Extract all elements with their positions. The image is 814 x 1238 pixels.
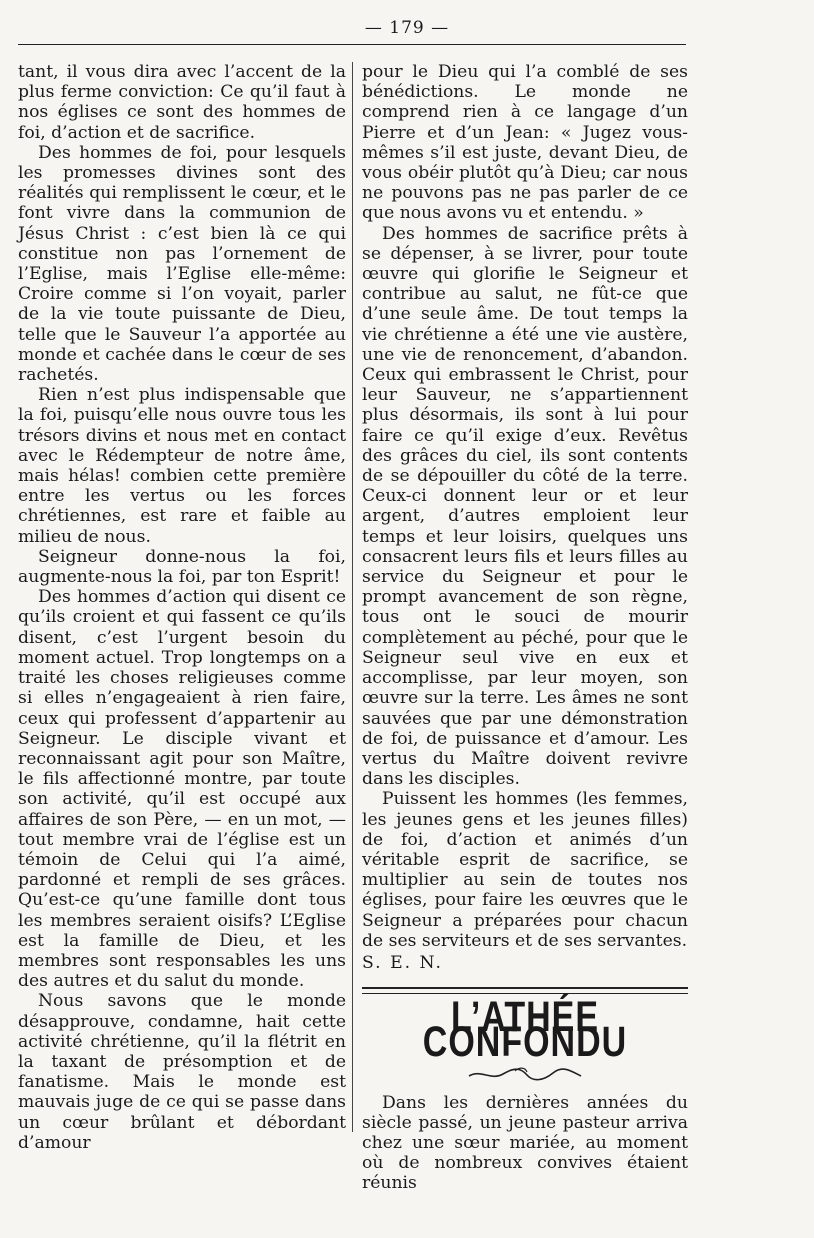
- ornament-flourish: [362, 1065, 688, 1085]
- paragraph: Des hommes d’action qui disent ce qu’ils croient et qui fassent ce qu’ils disent, c’est l’urgent besoin du moment actuel. Trop longtemps on a traité les choses religieuses comme si elles n’engageaient à rien faire, ceux qui professent d’appartenir au Seigneur. Le disciple vivant et reconnaissant agit pour son Maître, le fils affectionné montre, par toute son activité, qu’il est occupé aux affaires de son Père, — en un mot, — tout membre vrai de l’église est un témoin de Celui qui l’a aimé, pardonné et rempli de ses grâces. Qu’est-ce qu’une famille dont tous les membres seraient oisifs? L’Eglise est la famille de Dieu, et les membres sont responsables les uns des autres et du salut du monde.: [18, 587, 346, 992]
- column-divider: [352, 62, 353, 1132]
- paragraph: Nous savons que le monde désapprouve, condamne, hait cette activité chrétienne, qu’il la flétrit en la taxant de présomption et de fanatisme. Mais le monde est mauvais juge de ce qui se passe dans un cœur brûlant et débordant d’amour: [18, 991, 346, 1153]
- paragraph: Seigneur donne-nous la foi, augmente-nous la foi, par ton Esprit!: [18, 546, 346, 588]
- article-title: L’ATHÉE CONFONDU: [422, 993, 628, 1067]
- paragraph: Rien n’est plus indispensable que la foi, puisqu’elle nous ouvre tous les trésors divins et nous met en contact avec le Rédempteur de notre âme, mais hélas! combien cette première entre les vertus ou les forces chrétiennes, est rare et faible au milieu de nous.: [18, 385, 346, 547]
- paragraph: pour le Dieu qui l’a comblé de ses bénédictions. Le monde ne comprend rien à ce langage d’un Pierre et d’un Jean: « Jugez vous-mêmes s’il est juste, devant Dieu, de vous obéir plutôt qu’à Dieu; car nous ne pouvons pas ne pas parler de ce que nous avons vu et entendu. »: [362, 62, 688, 224]
- paragraph: Puissent les hommes (les femmes, les jeunes gens et les jeunes filles) de foi, d’action et animés d’un véritable esprit de sacrifice, se multiplier au sein de toutes nos églises, pour faire les œuvres que le Seigneur a préparées pour chacun de ses serviteurs et de ses servantes.: [362, 789, 688, 951]
- page-number: — 179 —: [364, 18, 450, 38]
- paragraph: Des hommes de foi, pour lesquels les promesses divines sont des réalités qui remplissent le cœur, et le font vivre dans la communion de Jésus Christ : c’est bien là ce qui constitue non pas l’ornement de l’Eglise, mais l’Eglise elle-même: Croire comme si l’on voyait, parler de la vie toute puissante de Dieu, telle que le Sauveur l’a apportée au monde et cachée dans le cœur de ses rachetés.: [18, 142, 346, 386]
- paragraph: tant, il vous dira avec l’accent de la plus ferme conviction: Ce qu’il faut à nos églises ce sont des hommes de foi, d’action et de sacrifice.: [18, 62, 346, 143]
- left-column: [18, 62, 346, 1153]
- paragraph: Dans les dernières années du siècle passé, un jeune pasteur arriva chez une sœur mariée, au moment où de nombreux convives étaient réunis: [362, 1092, 688, 1194]
- right-column: [362, 62, 688, 1194]
- header-rule: [18, 44, 686, 45]
- signature: S. E. N.: [362, 952, 443, 973]
- paragraph: Des hommes de sacrifice prêts à se dépenser, à se livrer, pour toute œuvre qui glorifie le Seigneur et contribue au salut, ne fût-ce que d’une seule âme. De tout temps la vie chrétienne a été une vie austère, une vie de renoncement, d’abandon. Ceux qui embrassent le Christ, pour leur Sauveur, ne s’appartiennent plus désormais, ils sont à lui pour faire ce qu’il exige d’eux. Revêtus des grâces du ciel, ils sont contents de se dépouiller du côté de la terre. Ceux-ci donnent leur or et leur argent, d’autres emploient leur temps et leur loisirs, quelques uns consacrent leurs fils et leurs filles au service du Seigneur et pour le prompt avancement de son règne, tous ont le souci de mourir complètement au péché, pour que le Seigneur seul vive en eux et accomplisse, par leur moyen, son œuvre sur la terre. Les âmes ne sont sauvées que par une démonstration de foi, de puissance et d’amour. Les vertus du Maître doivent revivre dans les disciples.: [362, 223, 688, 790]
